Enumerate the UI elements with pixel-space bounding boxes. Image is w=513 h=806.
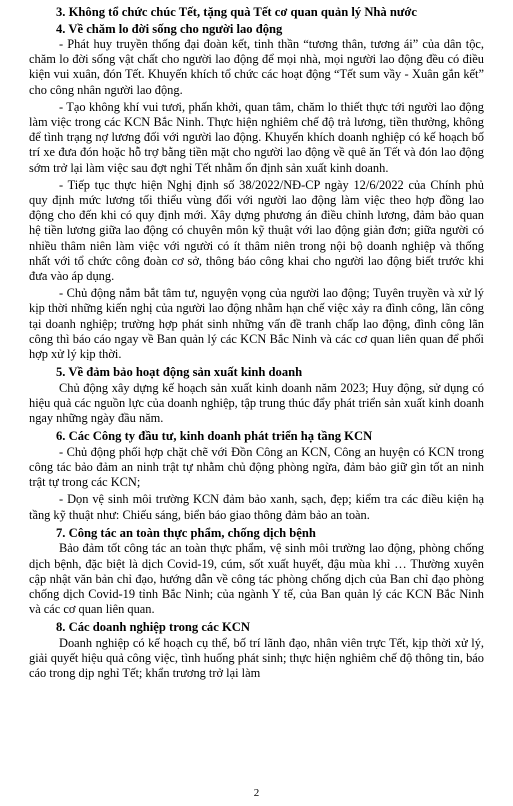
section-3-heading: 3. Không tổ chức chúc Tết, tặng quà Tết cơ quan quản lý Nhà nước <box>56 5 417 19</box>
page-number: 2 <box>253 787 260 799</box>
section-8-heading: 8. Các doanh nghiệp trong các KCN <box>56 620 250 635</box>
section-7-heading: 7. Công tác an toàn thực phẩm, chống dịch bệnh <box>56 525 316 540</box>
section-4-heading: 4. Về chăm lo đời sống cho người lao động <box>56 21 283 36</box>
section-7-paragraph-1: Bảo đảm tốt công tác an toàn thực phẩm, vệ sinh môi trường lao động, phòng chống dịch bệnh, đặc biệt là dịch Covid-19, cúm, sốt xuất huyết, đậu mùa khỉ … Thường xuyên cập nhật văn bản chỉ đạo, hướng dẫn về công tác phòng chống dịch của Ban chỉ đạo phòng chống dịch Covid-19 tỉnh Bắc Ninh; của ngành Y tế, của Ban quản lý các KCN Bắc Ninh và các cơ quan liên quan. <box>29 541 484 617</box>
section-8-paragraph-1: Doanh nghiệp có kế hoạch cụ thể, bố trí lãnh đạo, nhân viên trực Tết, kịp thời xử lý, giải quyết hiệu quả công việc, tình huống phát sinh; thực hiện nghiêm chế độ thông tin, báo cáo trong dịp nghỉ Tết; khẩn trương trở lại làm <box>29 635 484 681</box>
section-4-paragraph-4: - Chủ động nắm bắt tâm tư, nguyện vọng của người lao động; Tuyên truyền và xử lý kịp thời những kiến nghị của người lao động nhằm hạn chế việc xảy ra đình công, lãn công tại doanh nghiệp; trường hợp phát sinh những vấn đề tranh chấp lao động, đình công lãn công thì báo cáo ngay về Ban quản lý các KCN Bắc Ninh và các cơ quan liên quan để phối hợp xử lý kịp thời. <box>29 286 484 362</box>
section-4-paragraph-3: - Tiếp tục thực hiện Nghị định số 38/2022/NĐ-CP ngày 12/6/2022 của Chính phủ quy định mức lương tối thiểu vùng đối với người lao động làm việc theo hợp đồng lao động cho đến khi có quy định mới. Xây dựng phương án điều chỉnh lương, đảm bảo quan hệ tiền lương giữa lao động có chuyên môn kỹ thuật với lao động giản đơn; giữa người có nhiều thâm niên làm việc với người có ít thâm niên trong nội bộ doanh nghiệp và thống nhất với tổ chức công đoàn cơ sở, thông báo công khai cho người lao động biết trước khi đưa vào áp dụng. <box>29 177 484 284</box>
section-5-paragraph-1: Chủ động xây dựng kế hoạch sản xuất kinh doanh năm 2023; Huy động, sử dụng có hiệu quả các nguồn lực của doanh nghiệp, tập trung thúc đẩy phát triển sản xuất kinh doanh ngay những ngày đầu năm. <box>29 380 484 426</box>
section-6-heading: 6. Các Công ty đầu tư, kinh doanh phát triển hạ tầng KCN <box>56 429 373 444</box>
section-4-paragraph-2: - Tạo không khí vui tươi, phấn khởi, quan tâm, chăm lo thiết thực tới người lao động làm việc trong các KCN Bắc Ninh. Thực hiện nghiêm chế độ trả lương, tiền thưởng, không để tình trạng nợ lương đối với người lao động. Khuyến khích doanh nghiệp có kế hoạch bố trí xe đưa đón hoặc hỗ trợ bằng tiền mặt cho người lao động về quê ăn Tết và đón lao động sớm trở lại làm việc sau đợt nghỉ Tết nhằm ổn định sản xuất kinh doanh. <box>29 99 484 175</box>
section-6-paragraph-2: - Dọn vệ sinh môi trường KCN đảm bảo xanh, sạch, đẹp; kiểm tra các điều kiện hạ tầng kỹ thuật như: Chiếu sáng, biển báo giao thông đảm bảo an toàn. <box>29 492 484 522</box>
section-4-paragraph-1: - Phát huy truyền thống đại đoàn kết, tinh thần “tương thân, tương ái” của dân tộc, chăm lo đời sống vật chất cho người lao động để mọi nhà, mọi người lao động đều có điều kiện vui xuân, đón Tết. Khuyến khích tổ chức các hoạt động “Tết sum vầy - Xuân gắn kết” cho công nhân người lao động. <box>29 37 484 97</box>
section-6-paragraph-1: - Chủ động phối hợp chặt chẽ với Đồn Công an KCN, Công an huyện có KCN trong công tác bảo đảm an ninh trật tự nhằm chủ động phòng ngừa, đảm bảo giữ gìn tốt an ninh trật tự trong các KCN; <box>29 444 484 490</box>
section-5-heading: 5. Về đảm bảo hoạt động sản xuất kinh doanh <box>56 365 303 380</box>
